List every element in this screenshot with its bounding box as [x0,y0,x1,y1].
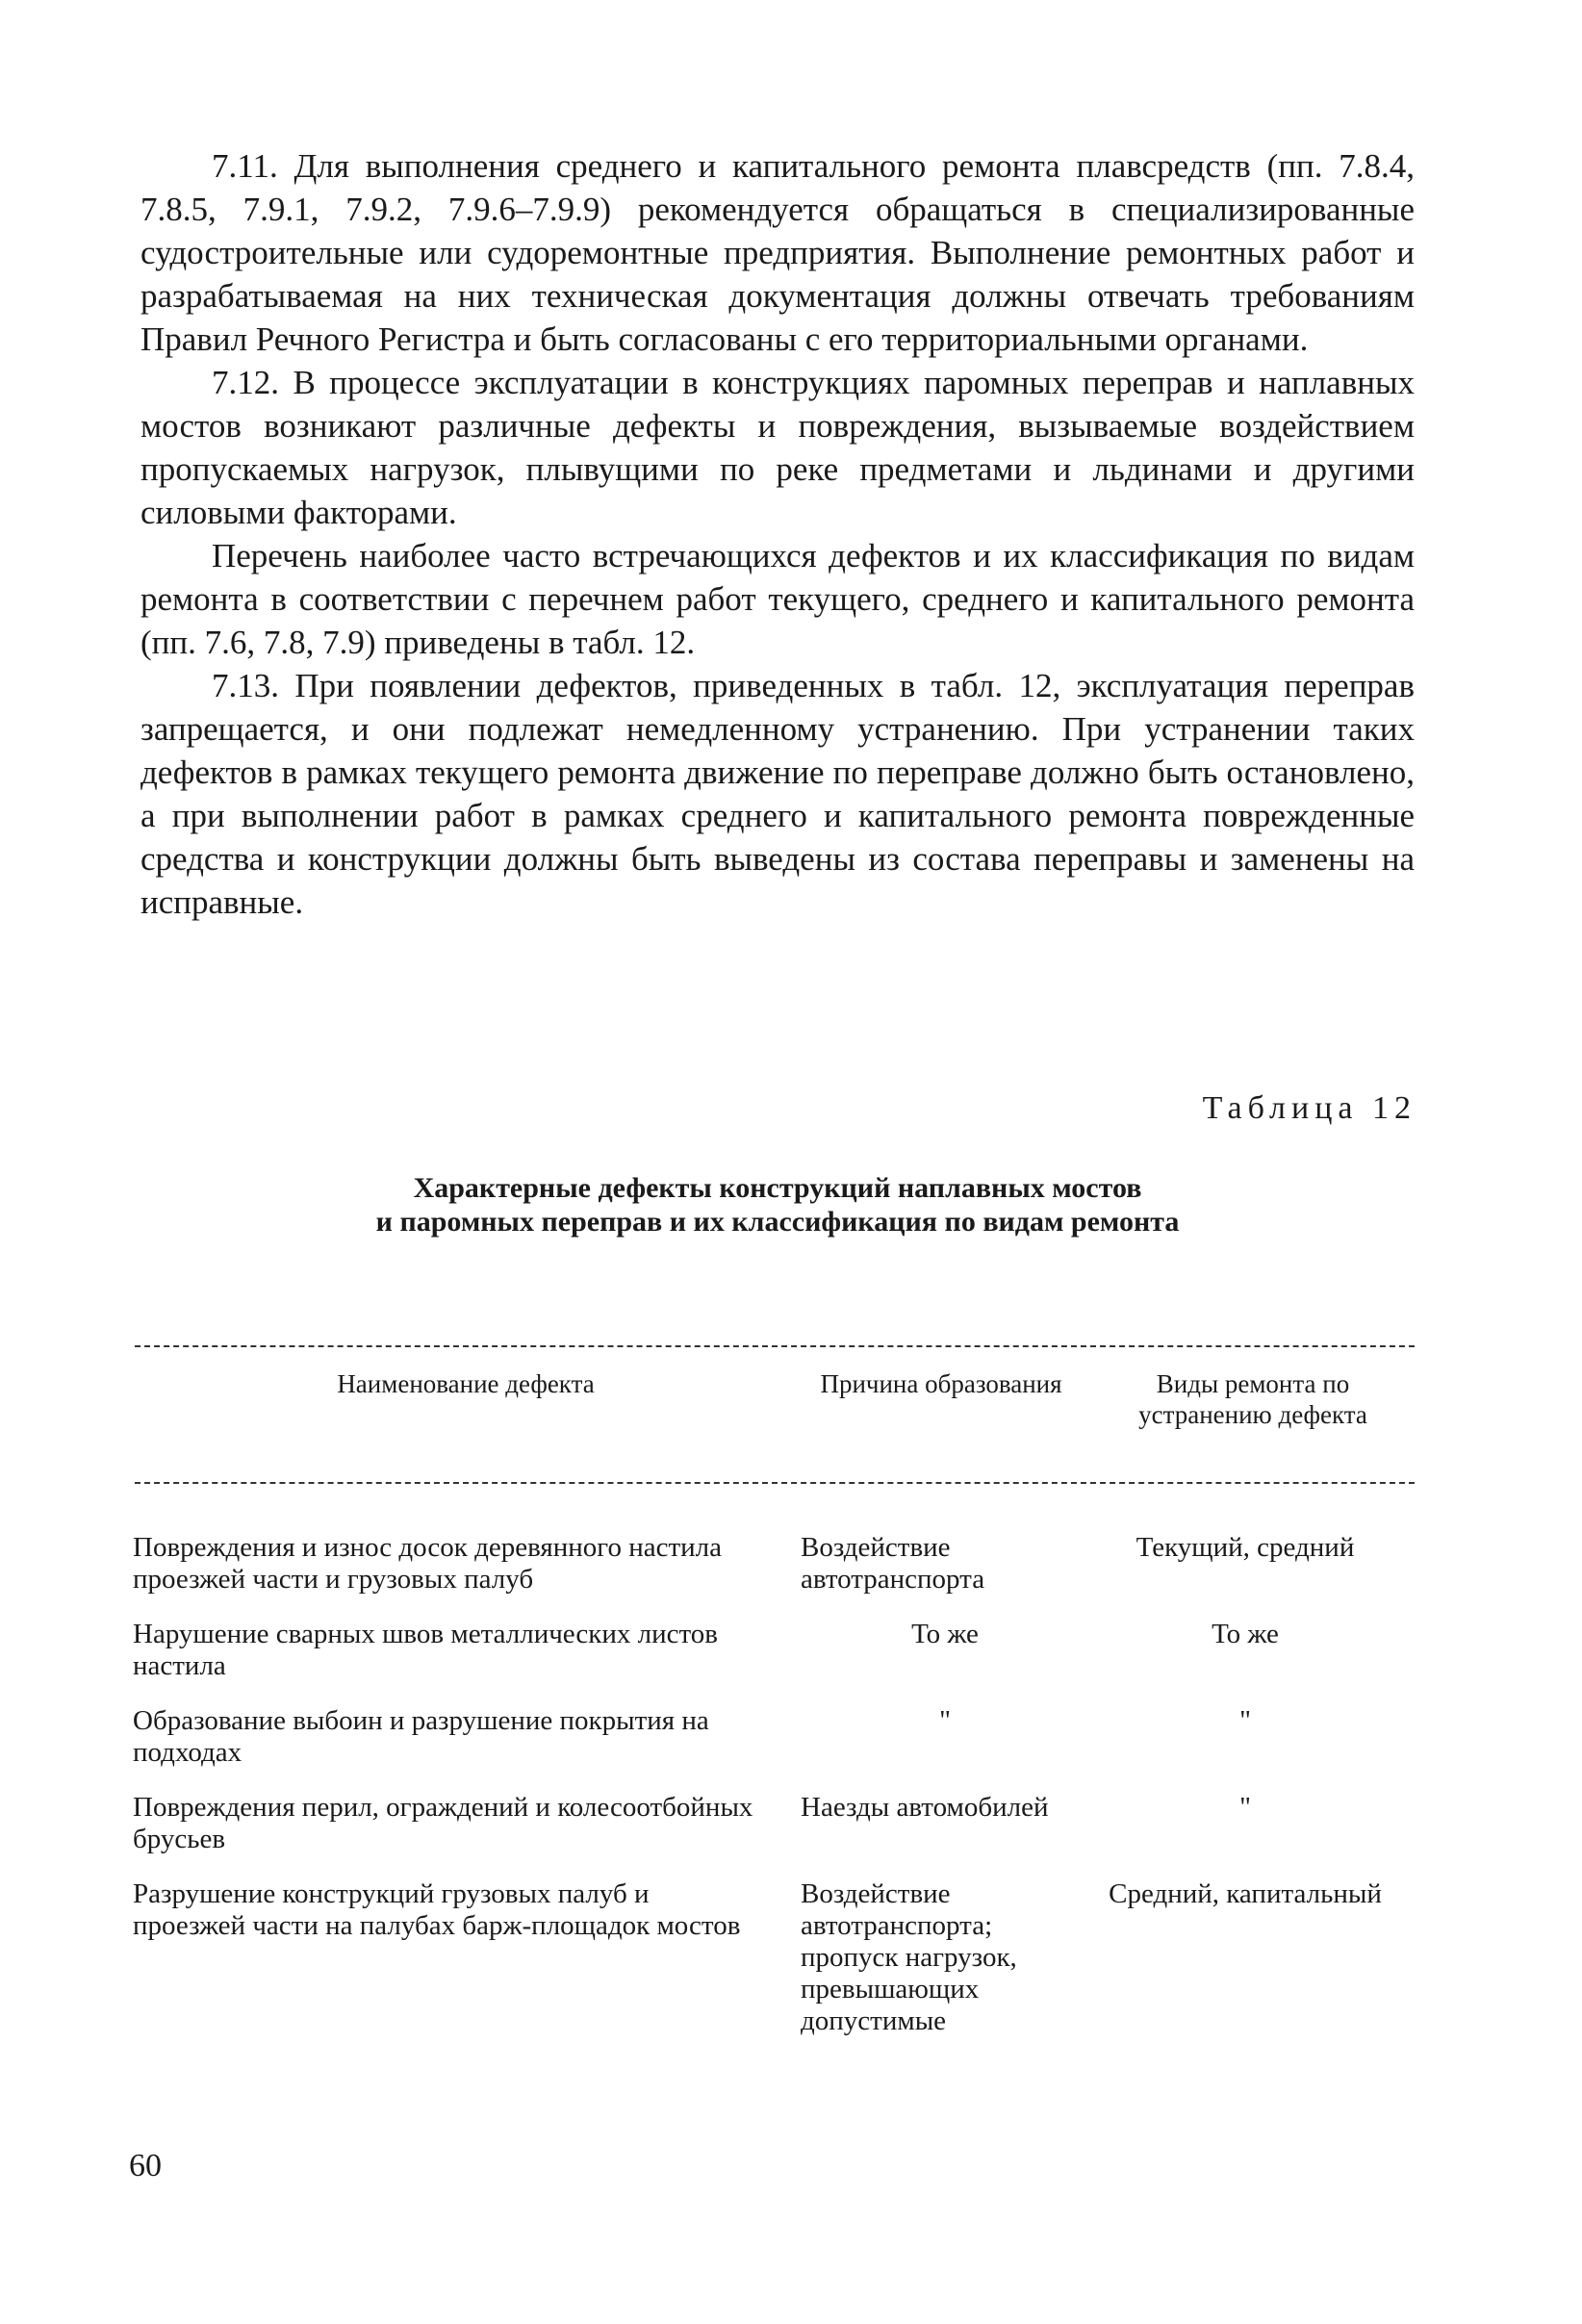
table-title-line-2: и паромных переправ и их классификация по видам ремонта [375,1206,1180,1238]
page-number: 60 [129,2148,162,2184]
cause-cell: Воздействие автотранспорта; пропуск нагрузок, превышающих допустимые [801,1878,1017,2036]
body-text [140,144,1415,924]
cause-cell: Наезды автомобилей [801,1792,1049,1823]
cause-cell: То же [911,1619,979,1649]
table-header-rule [135,1482,1415,1484]
paragraph-7-11: 7.11. Для выполнения среднего и капитального ремонта плавсредств (пп. 7.8.4, 7.8.5, 7.9.1, 7.9.2, 7.9.6–7.9.9) рекомендуется обращаться в специализированные судостроительные или судоремонтные предприятия. Выполнение ремонтных работ и разрабатываемая на них техническая документация должны отвечать требованиям Правил Речного Регистра и быть согласованы с его территориальными органами. [140,147,1415,358]
table-title-line-1: Характерные дефекты конструкций наплавных мостов [413,1172,1142,1204]
defect-name-cell: Повреждения и износ досок деревянного настила проезжей части и грузовых палуб [133,1532,723,1595]
paragraph-defects-list: Перечень наиболее часто встречающихся дефектов и их классификация по видам ремонта в соответствии с перечнем работ текущего, среднего и капитального ремонта (пп. 7.6, 7.8, 7.9) приведены в табл. 12. [140,537,1415,661]
repair-type-cell: То же [1212,1619,1279,1649]
defect-name-cell: Нарушение сварных швов металлических листов настила [133,1619,718,1681]
repair-type-cell: " [1239,1705,1251,1736]
repair-type-cell: Средний, капитальный [1109,1878,1382,1909]
table-label: Таблица 12 [1202,1090,1416,1126]
repair-type-cell: Текущий, средний [1135,1532,1355,1563]
table-title [140,1171,1415,1239]
defect-name-cell: Повреждения перил, ограждений и колесоотбойных брусьев [133,1792,753,1854]
header-repair-type: Виды ремонта по устранению дефекта [1138,1369,1367,1429]
table-top-rule [135,1345,1415,1347]
repair-type-cell: " [1239,1792,1251,1823]
cause-cell: " [939,1705,951,1736]
paragraph-7-12: 7.12. В процессе эксплуатации в конструкциях паромных переправ и наплавных мостов возникают различные дефекты и повреждения, вызываемые воздействием пропускаемых нагрузок, плывущими по реке предметами и льдинами и другими силовыми факторами. [140,364,1415,531]
header-defect-name: Наименование дефекта [337,1369,595,1398]
cause-cell: Воздействие автотранспорта [801,1532,985,1595]
header-cause: Причина образования [820,1369,1062,1398]
paragraph-7-13: 7.13. При появлении дефектов, приведенных в табл. 12, эксплуатация переправ запрещается, и они подлежат немедленному устранению. При устранении таких дефектов в рамках текущего ремонта движение по переправе должно быть остановлено, а при выполнении работ в рамках среднего и капитального ремонта поврежденные средства и конструкции должны быть выведены из состава переправы и заменены на исправные. [140,667,1415,921]
defect-name-cell: Образование выбоин и разрушение покрытия на подходах [133,1705,709,1768]
defect-name-cell: Разрушение конструкций грузовых палуб и проезжей части на палубах барж-площадок мостов [133,1878,741,1941]
